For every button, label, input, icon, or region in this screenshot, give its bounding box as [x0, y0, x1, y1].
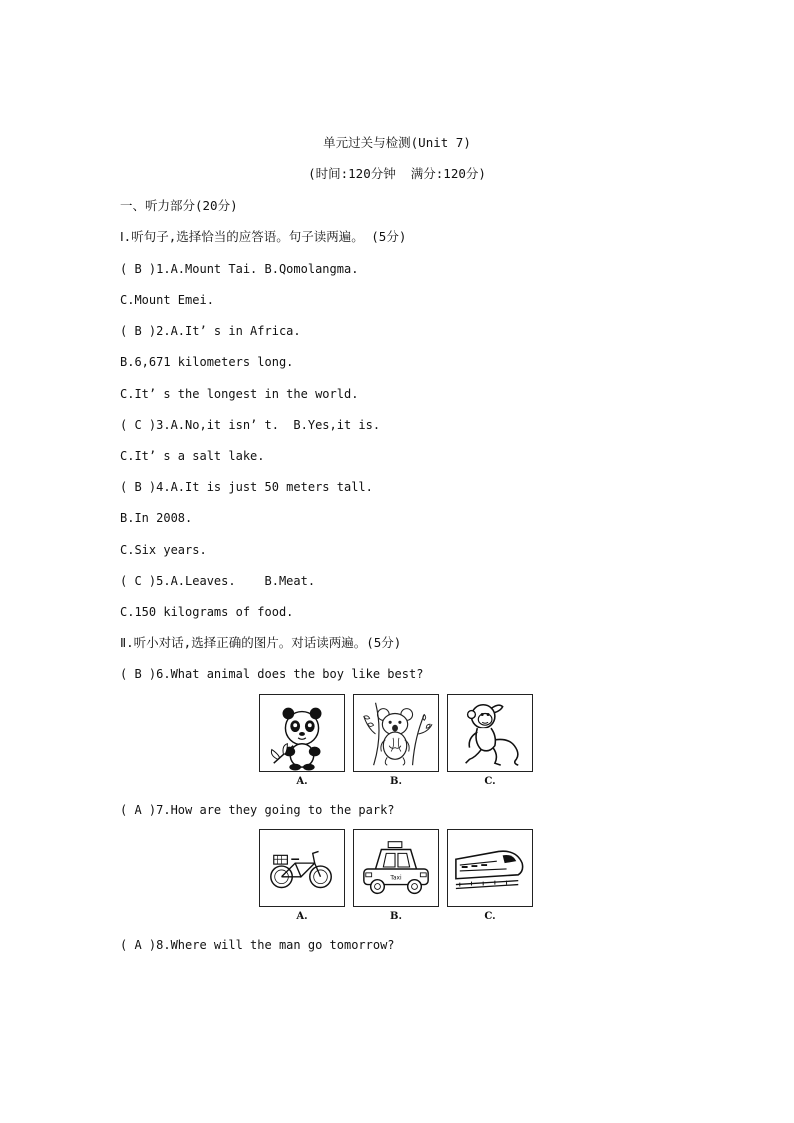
- part2-heading: Ⅱ.听小对话,选择正确的图片。对话读两遍。(5分): [120, 635, 402, 650]
- question-7: ( A )7.How are they going to the park?: [120, 803, 395, 817]
- option-label: A.: [296, 911, 308, 922]
- question-line: B.In 2008.: [120, 511, 193, 525]
- taxi-sign: Taxi: [390, 875, 402, 882]
- part1-heading: Ⅰ.听句子,选择恰当的应答语。句子读两遍。 (5分): [120, 229, 407, 244]
- question-8: ( A )8.Where will the man go tomorrow?: [120, 938, 395, 952]
- question-6: ( B )6.What animal does the boy like best?: [120, 667, 424, 681]
- question-line: ( C )3.A.No,it isn’ t. B.Yes,it is.: [120, 418, 381, 432]
- page-title: 单元过关与检测(Unit 7): [323, 135, 471, 150]
- question-line: C.It’ s a salt lake.: [120, 449, 265, 463]
- question-line: ( B )2.A.It’ s in Africa.: [120, 324, 301, 338]
- question-line: C.Six years.: [120, 543, 207, 557]
- option-label: B.: [390, 776, 402, 787]
- taxi-icon: [353, 829, 439, 907]
- page-subtitle: (时间:120分钟 满分:120分): [308, 166, 486, 181]
- question-line: C.Mount Emei.: [120, 293, 214, 307]
- koala-icon: [353, 694, 439, 772]
- option-label: C.: [484, 911, 496, 922]
- panda-icon: [259, 694, 345, 772]
- question-line: C.150 kilograms of food.: [120, 605, 294, 619]
- option-label: B.: [390, 911, 402, 922]
- bicycle-icon: [259, 829, 345, 907]
- question-line: ( C )5.A.Leaves. B.Meat.: [120, 574, 316, 588]
- question-line: ( B )4.A.It is just 50 meters tall.: [120, 480, 373, 494]
- question-line: C.It’ s the longest in the world.: [120, 387, 359, 401]
- monkey-icon: [447, 694, 533, 772]
- question-line: B.6,671 kilometers long.: [120, 355, 294, 369]
- question-line: ( B )1.A.Mount Tai. B.Qomolangma.: [120, 262, 359, 276]
- train-icon: [447, 829, 533, 907]
- section-heading-listening: 一、听力部分(20分): [120, 198, 238, 213]
- option-label: A.: [296, 776, 308, 787]
- option-label: C.: [484, 776, 496, 787]
